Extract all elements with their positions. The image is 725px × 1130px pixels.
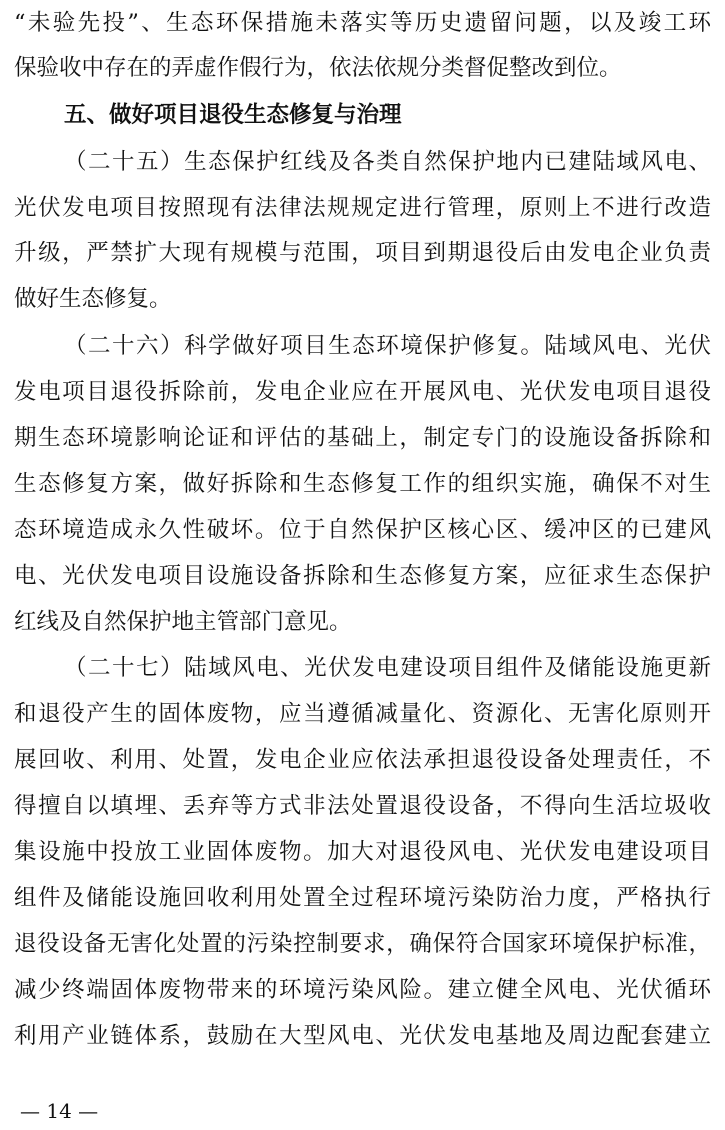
- text-line: （二十七）陆域风电、光伏发电建设项目组件及储能设施更新: [64, 655, 711, 681]
- text-line: 保验收中存在的弄虚作假行为，依法依规分类督促整改到位。: [14, 55, 622, 81]
- text-line: 做好生态修复。: [14, 286, 172, 312]
- text-line: 电、光伏发电项目设施设备拆除和生态修复方案，应征求生态保护: [14, 563, 711, 589]
- text-line: 红线及自然保护地主管部门意见。: [14, 609, 352, 635]
- text-line: 光伏发电项目按照现有法律法规规定进行管理，原则上不进行改造: [14, 195, 711, 221]
- text-line: 展回收、利用、处置，发电企业应依法承担退役设备处理责任，不: [14, 747, 711, 773]
- text-line: 集设施中投放工业固体废物。加大对退役风电、光伏发电建设项目: [14, 839, 711, 865]
- text-line: 得擅自以填埋、丢弃等方式非法处置退役设备，不得向生活垃圾收: [14, 793, 711, 819]
- text-line: 升级，严禁扩大现有规模与范围，项目到期退役后由发电企业负责: [14, 240, 711, 266]
- text-line: 退役设备无害化处置的污染控制要求，确保符合国家环境保护标准，: [14, 931, 711, 957]
- text-line: “未验先投”、生态环保措施未落实等历史遗留问题，以及竣工环: [14, 10, 711, 36]
- section-heading: 五、做好项目退役生态修复与治理: [64, 102, 402, 128]
- text-line: 利用产业链体系，鼓励在大型风电、光伏发电基地及周边配套建立: [14, 1023, 711, 1049]
- text-line: 期生态环境影响论证和评估的基础上，制定专门的设施设备拆除和: [14, 425, 711, 451]
- page-number: — 14 —: [20, 1099, 99, 1123]
- text-line: 发电项目退役拆除前，发电企业应在开展风电、光伏发电项目退役: [14, 379, 711, 405]
- text-line: 态环境造成永久性破坏。位于自然保护区核心区、缓冲区的已建风: [14, 517, 711, 543]
- text-line: 组件及储能设施回收利用处置全过程环境污染防治力度，严格执行: [14, 885, 711, 911]
- text-line: 和退役产生的固体废物，应当遵循减量化、资源化、无害化原则开: [14, 701, 711, 727]
- text-line: 减少终端固体废物带来的环境污染风险。建立健全风电、光伏循环: [14, 977, 711, 1003]
- text-line: （二十五）生态保护红线及各类自然保护地内已建陆域风电、: [64, 149, 711, 175]
- text-line: 生态修复方案，做好拆除和生态修复工作的组织实施，确保不对生: [14, 471, 711, 497]
- text-line: （二十六）科学做好项目生态环境保护修复。陆域风电、光伏: [64, 333, 711, 359]
